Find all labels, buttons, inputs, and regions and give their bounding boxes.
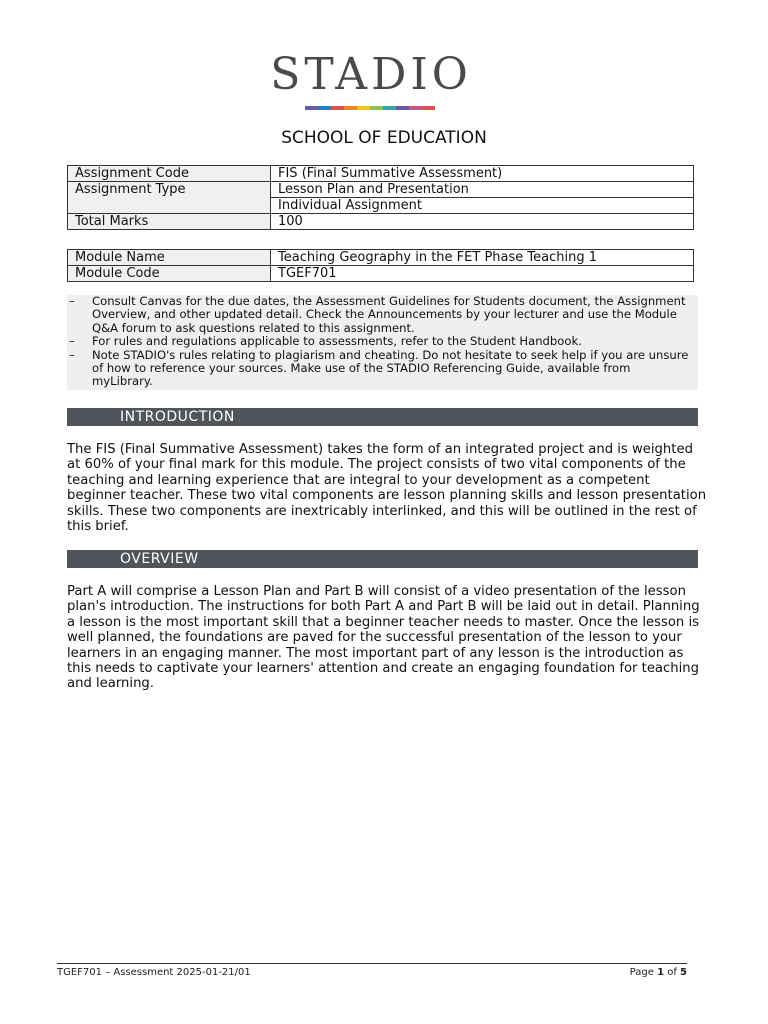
assignment-code-label: Assignment Code: [68, 166, 271, 182]
stadio-logo: STADIO: [270, 49, 472, 100]
dash-bullet: –: [69, 294, 75, 308]
logo-color-segment: [396, 106, 409, 110]
logo-color-segment: [344, 106, 357, 110]
assignment-type-value-1: Lesson Plan and Presentation: [271, 182, 694, 198]
assignment-code-value: FIS (Final Summative Assessment): [271, 166, 694, 182]
logo-color-segment: [318, 106, 331, 110]
logo-color-segment: [409, 106, 422, 110]
footer-divider: [57, 963, 687, 964]
module-name-value: Teaching Geography in the FET Phase Teaching 1: [271, 250, 694, 266]
logo-color-segment: [331, 106, 344, 110]
table-row: [68, 166, 694, 182]
page-number: Page 1 of 5: [629, 967, 687, 978]
logo-color-segment: [383, 106, 396, 110]
note-text: For rules and regulations applicable to assessments, refer to the Student Handbook.: [92, 334, 582, 349]
overview-paragraph: Part A will comprise a Lesson Plan and Part B will consist of a video presentation of the lesson plan's introduction. The instructions for both Part A and Part B will be laid out in detail. Planning a lesson is the most important skill that a beginner teacher needs to master. Once the lesson is well planned, the foundations are paved for the successful presentation of the lesson to your learners in an engaging manner. The most important part of any lesson is the introduction as this needs to captivate your learners' attention and create an engaging foundation for teaching and learning.: [67, 584, 700, 692]
module-code-value: TGEF701: [271, 266, 694, 282]
list-item: [67, 349, 698, 389]
logo-color-segment: [370, 106, 383, 110]
module-code-label: Module Code: [68, 266, 271, 282]
logo-color-bar: [305, 106, 435, 110]
note-text: Note STADIO's rules relating to plagiarism and cheating. Do not hesitate to seek help if you are unsure of how to reference your sources. Make use of the STADIO Referencing Guide, available from myLibrary.: [92, 347, 689, 389]
school-title: SCHOOL OF EDUCATION: [281, 128, 487, 148]
dash-bullet: –: [69, 347, 75, 362]
module-table: [67, 249, 694, 282]
assignment-type-label: Assignment Type: [68, 182, 271, 214]
dash-bullet: –: [69, 334, 75, 349]
footer-document-id: TGEF701 – Assessment 2025-01-21/01: [57, 967, 251, 978]
table-row: [68, 266, 694, 282]
introduction-paragraph: The FIS (Final Summative Assessment) takes the form of an integrated project and is weighted at 60% of your final mark for this module. The project consists of two vital components of the teaching and learning experience that are integral to your development as a competent beginner teacher. These two vital components are lesson planning skills and lesson presentation skills. These two components are inextricably interlinked, and this will be outlined in the rest of this brief.: [67, 442, 707, 535]
logo-color-segment: [305, 106, 318, 110]
assignment-type-value-2: Individual Assignment: [271, 198, 694, 214]
logo-color-segment: [422, 106, 435, 110]
table-row: [68, 214, 694, 230]
logo-color-segment: [357, 106, 370, 110]
list-item: [67, 335, 698, 348]
module-name-label: Module Name: [68, 250, 271, 266]
note-text: Consult Canvas for the due dates, the Assessment Guidelines for Students document, the Assignment Overview, and other updated detail. Check the Announcements by your lecturer and use the Module Q&A forum to ask questions related to this assignment.: [92, 294, 686, 335]
table-row: [68, 250, 694, 266]
assignment-table: [67, 165, 694, 230]
introduction-heading-text: INTRODUCTION: [120, 409, 235, 425]
total-marks-value: 100: [271, 214, 694, 230]
list-item: [67, 295, 698, 335]
overview-heading-text: OVERVIEW: [120, 551, 199, 567]
table-row: [68, 182, 694, 198]
overview-heading: [67, 550, 698, 568]
total-marks-label: Total Marks: [68, 214, 271, 230]
introduction-heading: [67, 408, 698, 426]
instructions-box: [67, 295, 698, 390]
